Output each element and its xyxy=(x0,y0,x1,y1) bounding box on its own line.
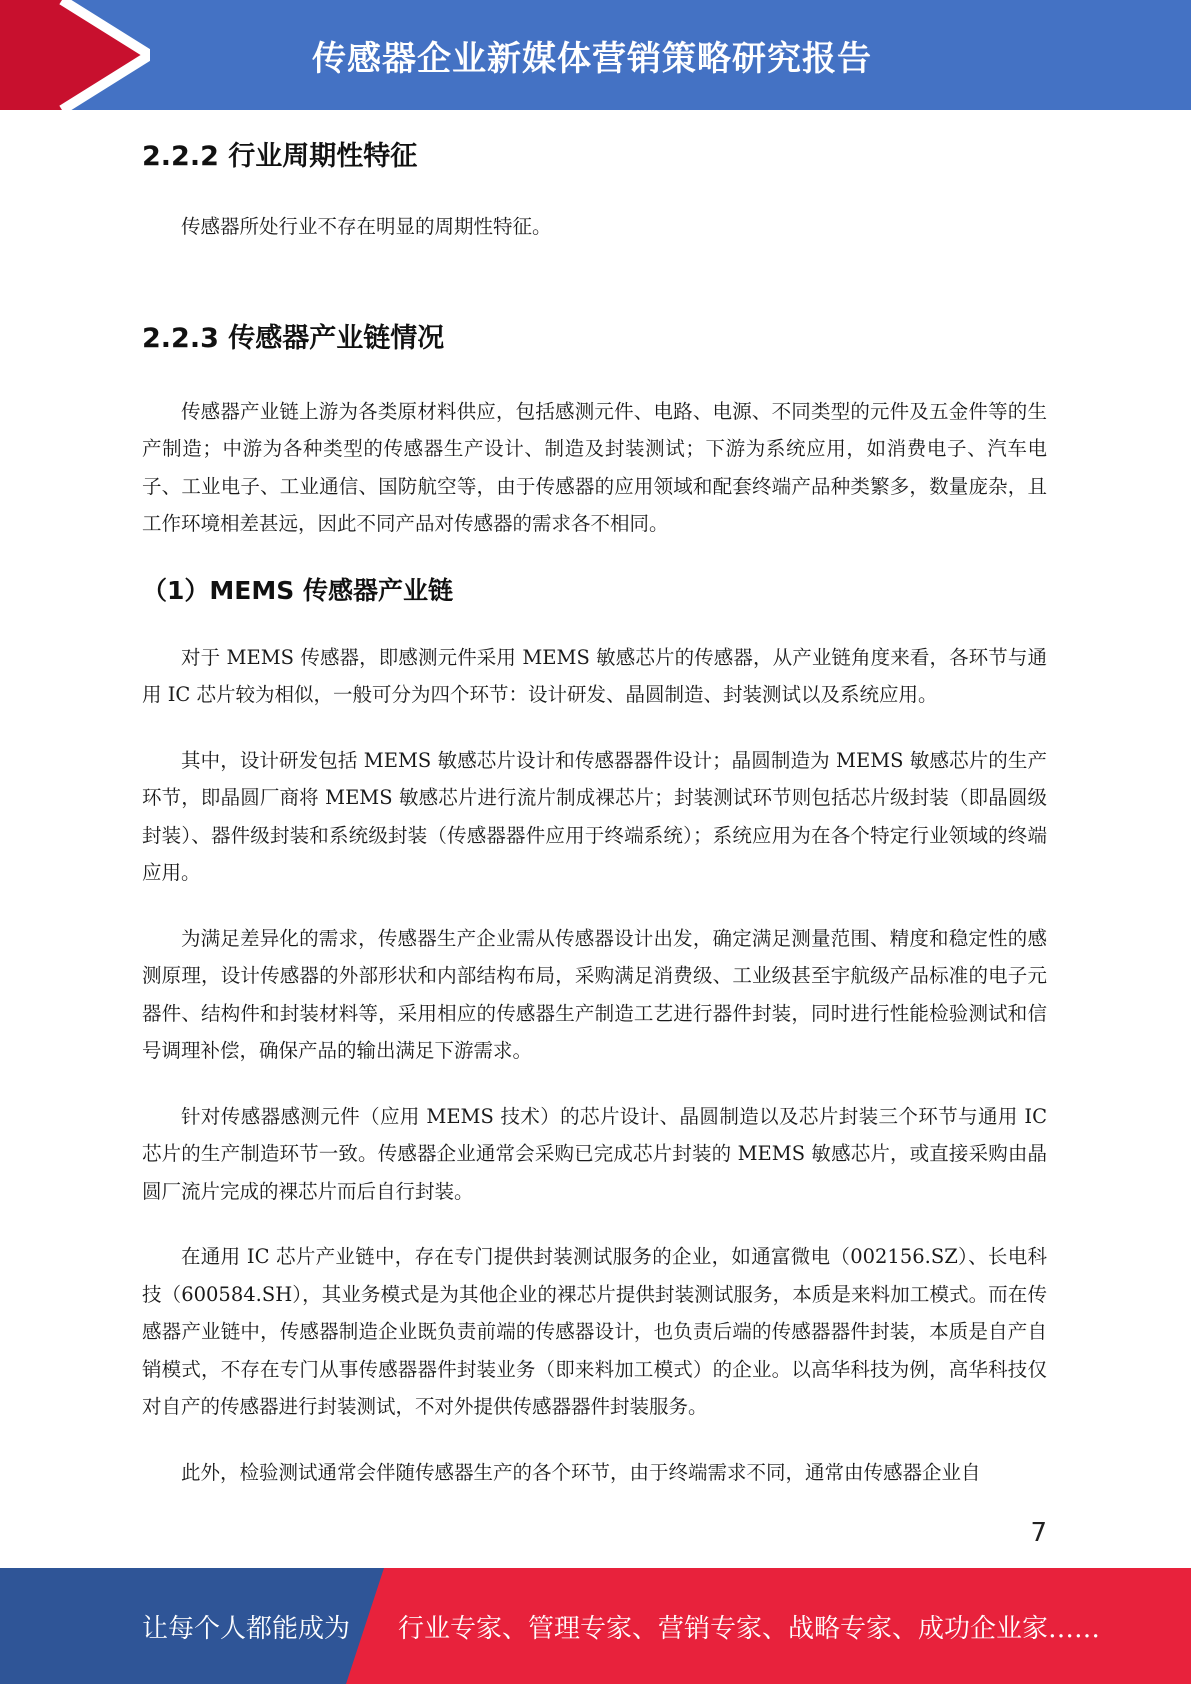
paragraph-mems-5: 在通用 IC 芯片产业链中，存在专门提供封装测试服务的企业，如通富微电（002156.SZ）、长电科技（600584.SH），其业务模式是为其他企业的裸芯片提供封装测试服务，本质是来料加工模式。而在传感器产业链中，传感器制造企业既负责前端的传感器设计，也负责后端的传感器器件封装，本质是自产自销模式，不存在专门从事传感器器件封装业务（即来料加工模式）的企业。以高华科技为例，高华科技仅对自产的传感器进行封装测试，不对外提供传感器器件封装服务。 xyxy=(142,1245,1047,1418)
report-title: 传感器企业新媒体营销策略研究报告 xyxy=(312,38,872,79)
footer-slogan-right: 行业专家、管理专家、营销专家、战略专家、成功企业家…… xyxy=(398,1613,1101,1644)
paragraph-industry-chain: 传感器产业链上游为各类原材料供应，包括感测元件、电路、电源、不同类型的元件及五金件等的生产制造；中游为各种类型的传感器生产设计、制造及封装测试；下游为系统应用，如消费电子、汽车电子、工业电子、工业通信、国防航空等，由于传感器的应用领域和配套终端产品种类繁多，数量庞杂，且工作环境相差甚远，因此不同产品对传感器的需求各不相同。 xyxy=(142,399,1047,535)
footer-slogan-left: 让每个人都能成为 xyxy=(142,1613,351,1644)
page-number: 7 xyxy=(1030,1518,1047,1548)
paragraph-mems-6: 此外，检验测试通常会伴随传感器生产的各个环节，由于终端需求不同，通常由传感器企业自 xyxy=(181,1460,981,1484)
paragraph-cyclicality: 传感器所处行业不存在明显的周期性特征。 xyxy=(181,215,552,238)
paragraph-mems-4: 针对传感器感测元件（应用 MEMS 技术）的芯片设计、晶圆制造以及芯片封装三个环节与通用 IC 芯片的生产制造环节一致。传感器企业通常会采购已完成芯片封装的 MEMS 敏感芯片，或直接采购由晶圆厂流片完成的裸芯片而后自行封装。 xyxy=(142,1104,1047,1203)
page-footer xyxy=(0,1568,1191,1684)
section-heading-2-2-2: 2.2.2 行业周期性特征 xyxy=(142,141,418,172)
paragraph-mems-1: 对于 MEMS 传感器，即感测元件采用 MEMS 敏感芯片的传感器，从产业链角度来看，各环节与通用 IC 芯片较为相似，一般可分为四个环节：设计研发、晶圆制造、封装测试以及系统应用。 xyxy=(142,645,1047,706)
header-arrow-decoration xyxy=(0,0,150,110)
paragraph-mems-3: 为满足差异化的需求，传感器生产企业需从传感器设计出发，确定满足测量范围、精度和稳定性的感测原理，设计传感器的外部形状和内部结构布局，采购满足消费级、工业级甚至宇航级产品标准的电子元器件、结构件和封装材料等，采用相应的传感器生产制造工艺进行器件封装，同时进行性能检验测试和信号调理补偿，确保产品的输出满足下游需求。 xyxy=(142,926,1047,1062)
paragraph-mems-2: 其中，设计研发包括 MEMS 敏感芯片设计和传感器器件设计；晶圆制造为 MEMS 敏感芯片的生产环节，即晶圆厂商将 MEMS 敏感芯片进行流片制成裸芯片；封装测试环节则包括芯片级封装（即晶圆级封装）、器件级封装和系统级封装（传感器器件应用于终端系统）；系统应用为在各个特定行业领域的终端应用。 xyxy=(142,748,1047,884)
page-content xyxy=(142,110,1047,1491)
subsection-heading-mems: （1）MEMS 传感器产业链 xyxy=(142,575,453,605)
section-heading-2-2-3: 2.2.3 传感器产业链情况 xyxy=(142,322,445,354)
page-header xyxy=(0,0,1191,110)
